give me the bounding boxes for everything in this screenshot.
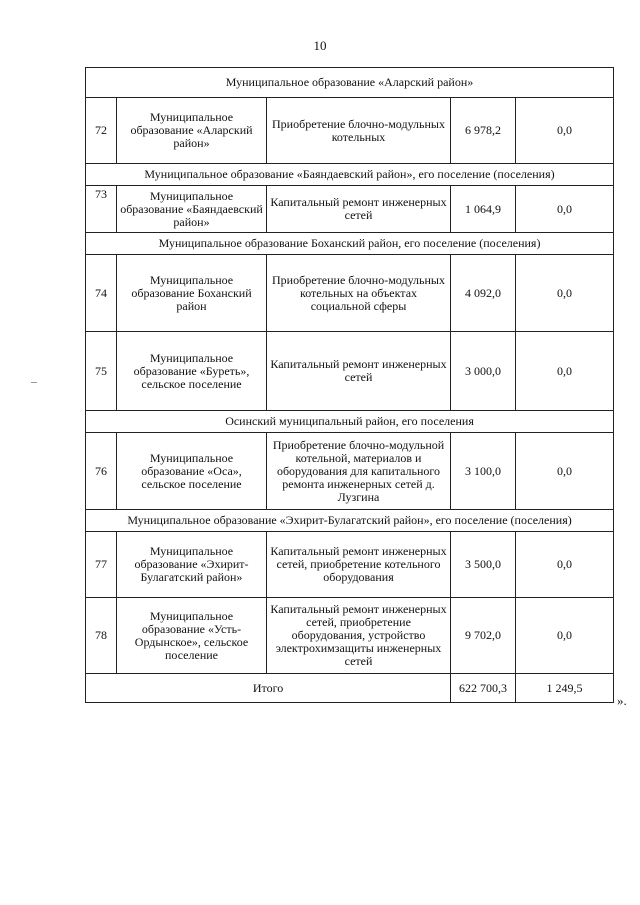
allocation-table: [85, 67, 614, 703]
row-purpose: Приобретение блочно-модульной котельной, материалов и оборудования для капитального ремонта инженерных сетей д. Лузгина: [267, 433, 451, 510]
row-purpose: Приобретение блочно-модульных котельных: [267, 98, 451, 164]
row-number: 78: [86, 598, 117, 674]
row-extra: 0,0: [516, 332, 614, 411]
total-row: [86, 674, 614, 703]
row-extra: 0,0: [516, 255, 614, 332]
section-header: [86, 411, 614, 433]
section-title: Муниципальное образование «Эхирит-Булагатский район», его поселение (поселения): [86, 510, 614, 532]
section-header: [86, 233, 614, 255]
row-purpose: Капитальный ремонт инженерных сетей: [267, 186, 451, 233]
section-title: Муниципальное образование Боханский район, его поселение (поселения): [86, 233, 614, 255]
page-number: 10: [313, 38, 327, 53]
section-header: [86, 164, 614, 186]
row-purpose: Капитальный ремонт инженерных сетей, приобретение котельного оборудования: [267, 532, 451, 598]
margin-mark: [31, 382, 37, 383]
table-row: [86, 532, 614, 598]
table-row: [86, 186, 614, 233]
row-amount: 3 000,0: [451, 332, 516, 411]
row-number: 73: [86, 186, 117, 233]
row-extra: 0,0: [516, 598, 614, 674]
row-entity: Муниципальное образование «Усть-Ордынское», сельское поселение: [117, 598, 267, 674]
row-extra: 0,0: [516, 98, 614, 164]
section-header: [86, 68, 614, 98]
row-entity: Муниципальное образование «Эхирит-Булагатский район»: [117, 532, 267, 598]
row-entity: Муниципальное образование «Буреть», сельское поселение: [117, 332, 267, 411]
table-row: [86, 332, 614, 411]
row-entity: Муниципальное образование «Аларский район»: [117, 98, 267, 164]
total-label: Итого: [86, 674, 451, 703]
row-amount: 3 100,0: [451, 433, 516, 510]
row-extra: 0,0: [516, 433, 614, 510]
table-row: [86, 255, 614, 332]
row-number: 74: [86, 255, 117, 332]
row-entity: Муниципальное образование Боханский район: [117, 255, 267, 332]
table-row: [86, 433, 614, 510]
section-title: Осинский муниципальный район, его поселения: [86, 411, 614, 433]
row-amount: 4 092,0: [451, 255, 516, 332]
row-amount: 3 500,0: [451, 532, 516, 598]
row-number: 72: [86, 98, 117, 164]
table-row: [86, 598, 614, 674]
total-extra: 1 249,5: [516, 674, 614, 703]
row-number: 75: [86, 332, 117, 411]
row-amount: 1 064,9: [451, 186, 516, 233]
row-number: 76: [86, 433, 117, 510]
row-purpose: Капитальный ремонт инженерных сетей: [267, 332, 451, 411]
section-header: [86, 510, 614, 532]
row-extra: 0,0: [516, 186, 614, 233]
row-amount: 9 702,0: [451, 598, 516, 674]
table-row: [86, 98, 614, 164]
section-title: Муниципальное образование «Аларский район»: [86, 68, 614, 98]
row-number: 77: [86, 532, 117, 598]
row-entity: Муниципальное образование «Оса», сельское поселение: [117, 433, 267, 510]
row-purpose: Капитальный ремонт инженерных сетей, приобретение оборудования, устройство электрохимзащиты инженерных сетей: [267, 598, 451, 674]
closing-quote-mark: ».: [617, 693, 627, 708]
row-purpose: Приобретение блочно-модульных котельных на объектах социальной сферы: [267, 255, 451, 332]
row-amount: 6 978,2: [451, 98, 516, 164]
row-entity: Муниципальное образование «Баяндаевский район»: [117, 186, 267, 233]
section-title: Муниципальное образование «Баяндаевский район», его поселение (поселения): [86, 164, 614, 186]
row-extra: 0,0: [516, 532, 614, 598]
total-amount: 622 700,3: [451, 674, 516, 703]
